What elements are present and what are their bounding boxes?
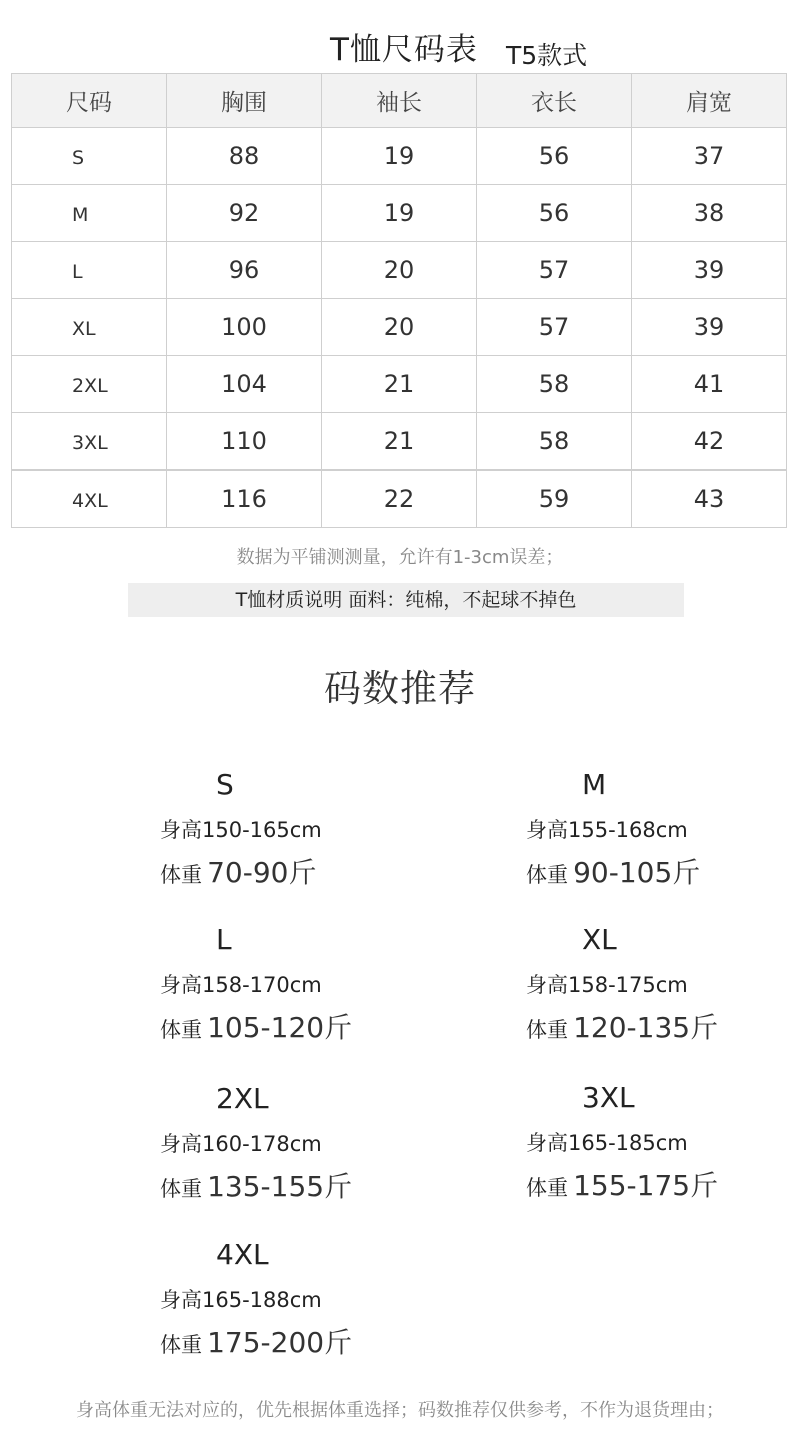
weight-range: 90-105斤 [573,856,701,889]
recommend-card-4xl [160,1238,460,1368]
cell-length: 58 [477,413,632,471]
header-shoulder: 肩宽 [632,74,787,128]
cell-size: 3XL [12,413,167,471]
cell-size: XL [12,299,167,356]
table-row [12,242,787,299]
recommend-size: L [216,923,232,956]
cell-shoulder: 41 [632,356,787,413]
recommend-height: 身高165-185cm [526,1131,688,1155]
recommend-size: 2XL [216,1082,269,1115]
cell-chest: 104 [167,356,322,413]
weight-label: 体重 [526,863,568,887]
weight-range: 70-90斤 [207,856,317,889]
header-length: 衣长 [477,74,632,128]
cell-length: 57 [477,242,632,299]
recommend-height: 身高165-188cm [160,1288,322,1312]
table-row [12,299,787,356]
cell-sleeve: 19 [322,185,477,242]
cell-shoulder: 42 [632,413,787,471]
cell-chest: 110 [167,413,322,471]
cell-sleeve: 20 [322,299,477,356]
recommend-weight [526,1164,718,1204]
weight-label: 体重 [526,1176,568,1200]
recommend-height: 身高158-170cm [160,973,322,997]
recommend-weight [526,1006,718,1046]
cell-chest: 92 [167,185,322,242]
disclaimer-note: 身高体重无法对应的，优先根据体重选择；码数推荐仅供参考，不作为退货理由； [76,1400,724,1421]
cell-length: 58 [477,356,632,413]
cell-shoulder: 43 [632,470,787,528]
table-row [12,470,787,528]
measurement-note: 数据为平铺测测量，允许有1-3cm误差； [236,547,564,568]
weight-label: 体重 [160,863,202,887]
cell-chest: 88 [167,128,322,185]
table-row [12,356,787,413]
recommend-weight [160,1165,352,1205]
recommend-card-m [526,768,800,898]
title-style: T5款式 [506,41,588,70]
table-row [12,413,787,471]
recommend-card-xl [526,923,800,1053]
cell-size: S [12,128,167,185]
table-header-row [12,74,787,128]
table-row [12,185,787,242]
cell-length: 56 [477,185,632,242]
header-sleeve: 袖长 [322,74,477,128]
cell-chest: 96 [167,242,322,299]
recommend-size: 4XL [216,1238,269,1271]
material-info-bar: T恤材质说明 面料：纯棉，不起球不掉色 [128,583,684,617]
cell-sleeve: 21 [322,356,477,413]
cell-size: 4XL [12,470,167,528]
weight-range: 175-200斤 [207,1326,353,1359]
cell-size: 2XL [12,356,167,413]
cell-chest: 100 [167,299,322,356]
recommend-card-2xl [160,1082,460,1212]
title-main: T恤尺码表 [330,32,478,68]
recommend-weight [160,1006,352,1046]
page-title [0,22,800,70]
cell-shoulder: 39 [632,299,787,356]
recommend-height: 身高150-165cm [160,818,322,842]
cell-shoulder: 39 [632,242,787,299]
weight-range: 135-155斤 [207,1170,353,1203]
cell-size: L [12,242,167,299]
recommend-size: XL [582,923,617,956]
cell-sleeve: 20 [322,242,477,299]
header-chest: 胸围 [167,74,322,128]
recommend-height: 身高155-168cm [526,818,688,842]
cell-length: 59 [477,470,632,528]
recommend-weight [526,851,700,891]
cell-sleeve: 21 [322,413,477,471]
weight-label: 体重 [160,1333,202,1357]
weight-range: 120-135斤 [573,1011,719,1044]
cell-shoulder: 38 [632,185,787,242]
recommend-heading: 码数推荐 [324,667,476,710]
recommend-size: S [216,768,234,801]
recommend-weight [160,1321,352,1361]
size-table [11,73,787,528]
recommend-height: 身高158-175cm [526,973,688,997]
header-size: 尺码 [12,74,167,128]
weight-label: 体重 [160,1018,202,1042]
recommend-weight [160,851,316,891]
cell-sleeve: 22 [322,470,477,528]
recommend-card-s [160,768,460,898]
cell-sleeve: 19 [322,128,477,185]
weight-range: 155-175斤 [573,1169,719,1202]
weight-label: 体重 [526,1018,568,1042]
recommend-card-3xl [526,1081,800,1211]
recommend-size: M [582,768,607,801]
cell-size: M [12,185,167,242]
cell-length: 57 [477,299,632,356]
cell-length: 56 [477,128,632,185]
weight-range: 105-120斤 [207,1011,353,1044]
recommend-size: 3XL [582,1081,635,1114]
recommend-card-l [160,923,460,1053]
weight-label: 体重 [160,1177,202,1201]
cell-shoulder: 37 [632,128,787,185]
recommend-height: 身高160-178cm [160,1132,322,1156]
table-row [12,128,787,185]
cell-chest: 116 [167,470,322,528]
